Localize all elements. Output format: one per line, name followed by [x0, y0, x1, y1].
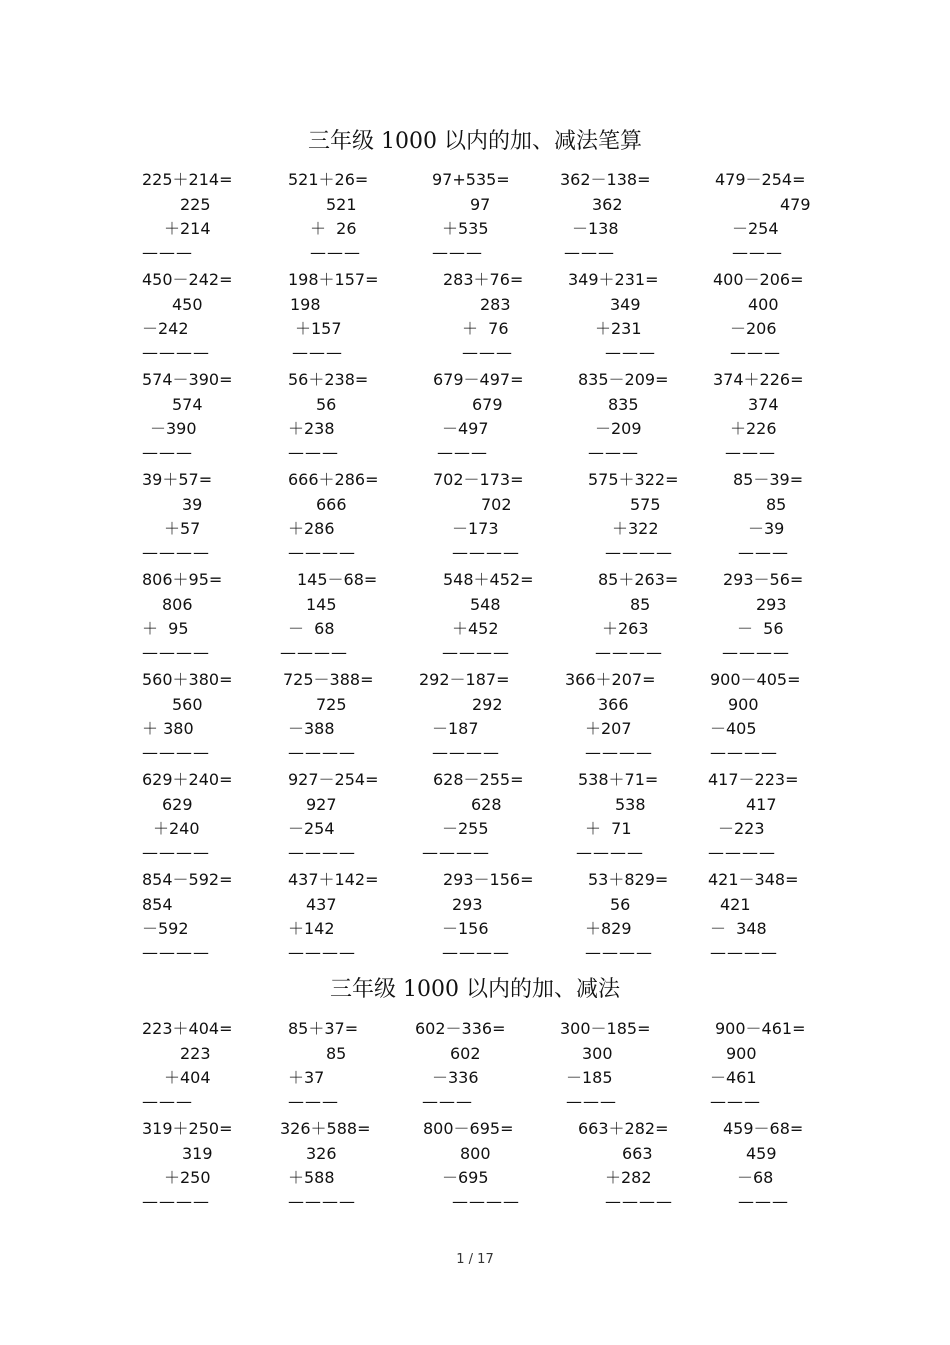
top-operand: 629 [162, 795, 193, 814]
equation-text: 628－255= [433, 770, 524, 789]
equation-text: 198＋157= [288, 270, 379, 289]
problem-cell [276, 868, 412, 968]
problem-cell [684, 568, 820, 668]
bottom-operand: ＋322 [612, 519, 659, 538]
top-operand: 548 [470, 595, 501, 614]
equation-text: 362－138= [560, 170, 651, 189]
answer-line: ———— [432, 743, 500, 762]
answer-line: ——— [432, 243, 483, 262]
equation-text: 702－173= [433, 470, 524, 489]
answer-line: ———— [595, 643, 663, 662]
equation-text: 900－461= [715, 1019, 806, 1038]
bottom-operand: ＋142 [288, 919, 335, 938]
bottom-operand: ＋207 [585, 719, 632, 738]
answer-line: ——— [142, 443, 193, 462]
problem-cell [548, 1117, 684, 1217]
equation-text: 560＋380= [142, 670, 233, 689]
top-operand: 702 [481, 495, 512, 514]
bottom-operand: －254 [288, 819, 335, 838]
problem-cell [684, 168, 820, 268]
equation-text: 538＋71= [578, 770, 659, 789]
top-operand: 283 [480, 295, 511, 314]
bottom-operand: ＋286 [288, 519, 335, 538]
top-operand: 39 [182, 495, 203, 514]
top-operand: 421 [720, 895, 751, 914]
page-number: 1 / 17 [456, 1252, 494, 1267]
equation-text: 835－209= [578, 370, 669, 389]
bottom-operand: ＋250 [164, 1168, 211, 1187]
equation-text: 521＋26= [288, 170, 369, 189]
equation-text: 56＋238= [288, 370, 369, 389]
problem-cell [548, 668, 684, 768]
bottom-operand: －209 [595, 419, 642, 438]
problem-cell [276, 1017, 412, 1117]
bottom-operand: －39 [748, 519, 785, 538]
answer-line: ———— [442, 943, 510, 962]
problem-cell [276, 668, 412, 768]
equation-text: 39＋57= [142, 470, 213, 489]
bottom-operand: －461 [710, 1068, 757, 1087]
problem-row [140, 368, 820, 468]
bottom-operand: － 56 [737, 619, 784, 638]
top-operand: 538 [615, 795, 646, 814]
problem-cell [684, 468, 820, 568]
top-operand: 725 [316, 695, 347, 714]
problem-cell [412, 1017, 548, 1117]
bottom-operand: ＋829 [585, 919, 632, 938]
top-operand: 223 [180, 1044, 211, 1063]
equation-text: 679－497= [433, 370, 524, 389]
problem-cell [276, 168, 412, 268]
top-operand: 319 [182, 1144, 213, 1163]
answer-line: ———— [576, 843, 644, 862]
problem-cell [548, 468, 684, 568]
equation-text: 574－390= [142, 370, 233, 389]
top-operand: 800 [460, 1144, 491, 1163]
answer-line: ——— [142, 1092, 193, 1111]
answer-line: ———— [142, 743, 210, 762]
problem-row [140, 1117, 820, 1217]
top-operand: 400 [748, 295, 779, 314]
problem-cell [548, 868, 684, 968]
answer-line: ———— [142, 343, 210, 362]
problem-row [140, 468, 820, 568]
problem-row [140, 268, 820, 368]
top-operand: 85 [630, 595, 651, 614]
problem-grid-1 [140, 168, 820, 968]
bottom-operand: ＋238 [288, 419, 335, 438]
problem-cell [548, 168, 684, 268]
bottom-operand: ＋37 [288, 1068, 325, 1087]
problem-row [140, 1017, 820, 1117]
answer-line: ———— [142, 1192, 210, 1211]
top-operand: 292 [472, 695, 503, 714]
answer-line: ———— [288, 843, 356, 862]
bottom-operand: ＋452 [452, 619, 499, 638]
page-title: 三年级 1000 以内的加、减法笔算 [308, 129, 642, 154]
equation-text: 854－592= [142, 870, 233, 889]
equation-text: 548＋452= [443, 570, 534, 589]
equation-text: 293－56= [723, 570, 804, 589]
top-operand: 56 [316, 395, 337, 414]
equation-text: 225＋214= [142, 170, 233, 189]
bottom-operand: ＋404 [164, 1068, 211, 1087]
equation-text: 417－223= [708, 770, 799, 789]
problem-cell [140, 1017, 276, 1117]
bottom-operand: ＋57 [164, 519, 201, 538]
bottom-operand: － 348 [710, 919, 767, 938]
bottom-operand: －390 [150, 419, 197, 438]
equation-text: 663＋282= [578, 1119, 669, 1138]
equation-text: 602－336= [415, 1019, 506, 1038]
answer-line: ———— [142, 943, 210, 962]
equation-text: 575＋322= [588, 470, 679, 489]
answer-line: ———— [142, 643, 210, 662]
bottom-operand: －336 [432, 1068, 479, 1087]
problem-cell [684, 868, 820, 968]
top-operand: 560 [172, 695, 203, 714]
problem-cell [140, 1117, 276, 1217]
equation-text: 927－254= [288, 770, 379, 789]
equation-text: 349＋231= [568, 270, 659, 289]
bottom-operand: ＋214 [164, 219, 211, 238]
answer-line: ———— [142, 843, 210, 862]
bottom-operand: －695 [442, 1168, 489, 1187]
answer-line: ——— [288, 1092, 339, 1111]
top-operand: 602 [450, 1044, 481, 1063]
answer-line: ——— [437, 443, 488, 462]
top-operand: 450 [172, 295, 203, 314]
problem-cell [276, 268, 412, 368]
top-operand: 459 [746, 1144, 777, 1163]
equation-text: 300－185= [560, 1019, 651, 1038]
answer-line: ——— [738, 1192, 789, 1211]
top-operand: 806 [162, 595, 193, 614]
bottom-operand: ＋226 [730, 419, 777, 438]
bottom-operand: ＋157 [295, 319, 342, 338]
problem-cell [684, 668, 820, 768]
bottom-operand: －173 [452, 519, 499, 538]
equation-text: 400－206= [713, 270, 804, 289]
top-operand: 437 [306, 895, 337, 914]
answer-line: ———— [142, 543, 210, 562]
top-operand: 927 [306, 795, 337, 814]
top-operand: 293 [756, 595, 787, 614]
answer-line: ——— [142, 243, 193, 262]
bottom-operand: ＋282 [605, 1168, 652, 1187]
bottom-operand: －254 [732, 219, 779, 238]
answer-line: ———— [605, 543, 673, 562]
equation-text: 145－68= [297, 570, 378, 589]
problem-cell [548, 768, 684, 868]
answer-line: ———— [585, 743, 653, 762]
bottom-operand: ＋ 26 [310, 219, 357, 238]
problem-cell [140, 468, 276, 568]
equation-text: 293－156= [443, 870, 534, 889]
answer-line: ———— [288, 1192, 356, 1211]
top-operand: 145 [306, 595, 337, 614]
equation-text: 421－348= [708, 870, 799, 889]
equation-text: 53＋829= [588, 870, 669, 889]
problem-cell [140, 768, 276, 868]
bottom-operand: －223 [718, 819, 765, 838]
top-operand: 679 [472, 395, 503, 414]
answer-line: ——— [564, 243, 615, 262]
top-operand: 900 [726, 1044, 757, 1063]
problem-row [140, 168, 820, 268]
top-operand: 85 [766, 495, 787, 514]
problem-grid-2 [140, 1017, 820, 1217]
equation-text: 450－242= [142, 270, 233, 289]
equation-text: 85＋37= [288, 1019, 359, 1038]
top-operand: 663 [622, 1144, 653, 1163]
answer-line: ——— [738, 543, 789, 562]
answer-line: ——— [566, 1092, 617, 1111]
top-operand: 521 [326, 195, 357, 214]
top-operand: 85 [326, 1044, 347, 1063]
answer-line: ———— [708, 843, 776, 862]
problem-cell [684, 268, 820, 368]
equation-text: 725－388= [283, 670, 374, 689]
answer-line: ———— [722, 643, 790, 662]
equation-text: 800－695= [423, 1119, 514, 1138]
bottom-operand: ＋ 71 [585, 819, 632, 838]
answer-line: ———— [710, 743, 778, 762]
bottom-operand: ＋535 [442, 219, 489, 238]
answer-line: ——— [462, 343, 513, 362]
equation-text: 900－405= [710, 670, 801, 689]
top-operand: 900 [728, 695, 759, 714]
problem-cell [412, 668, 548, 768]
problem-row [140, 768, 820, 868]
equation-text: 97+535= [432, 170, 510, 189]
bottom-operand: － 68 [288, 619, 335, 638]
answer-line: ——— [292, 343, 343, 362]
equation-text: 629＋240= [142, 770, 233, 789]
answer-line: ———— [605, 1192, 673, 1211]
top-operand: 56 [610, 895, 631, 914]
bottom-operand: ＋588 [288, 1168, 335, 1187]
problem-cell [684, 768, 820, 868]
problem-cell [412, 868, 548, 968]
problem-cell [140, 868, 276, 968]
top-operand: 628 [471, 795, 502, 814]
bottom-operand: －187 [432, 719, 479, 738]
problem-cell [684, 1117, 820, 1217]
answer-line: ———— [452, 543, 520, 562]
problem-cell [412, 368, 548, 468]
bottom-operand: －242 [142, 319, 189, 338]
answer-line: ——— [725, 443, 776, 462]
problem-cell [412, 568, 548, 668]
bottom-operand: －388 [288, 719, 335, 738]
equation-text: 85－39= [733, 470, 804, 489]
equation-text: 319＋250= [142, 1119, 233, 1138]
problem-cell [140, 268, 276, 368]
answer-line: ———— [585, 943, 653, 962]
problem-cell [412, 268, 548, 368]
problem-cell [412, 468, 548, 568]
bottom-operand: ＋240 [153, 819, 200, 838]
problem-cell [548, 368, 684, 468]
equation-text: 479－254= [715, 170, 806, 189]
problem-cell [276, 1117, 412, 1217]
problem-cell [140, 668, 276, 768]
answer-line: ———— [288, 743, 356, 762]
top-operand: 835 [608, 395, 639, 414]
bottom-operand: －156 [442, 919, 489, 938]
top-operand: 198 [290, 295, 321, 314]
top-operand: 293 [452, 895, 483, 914]
answer-line: ——— [288, 443, 339, 462]
problem-cell [276, 468, 412, 568]
equation-text: 283＋76= [443, 270, 524, 289]
top-operand: 97 [470, 195, 491, 214]
equation-text: 459－68= [723, 1119, 804, 1138]
problem-cell [412, 1117, 548, 1217]
bottom-operand: ＋231 [595, 319, 642, 338]
top-operand: 666 [316, 495, 347, 514]
top-operand: 362 [592, 195, 623, 214]
problem-row [140, 668, 820, 768]
problem-cell [140, 568, 276, 668]
top-operand: 366 [598, 695, 629, 714]
answer-line: ——— [730, 343, 781, 362]
answer-line: ———— [288, 543, 356, 562]
equation-text: 85＋263= [598, 570, 679, 589]
top-operand: 417 [746, 795, 777, 814]
answer-line: ——— [605, 343, 656, 362]
bottom-operand: －68 [737, 1168, 774, 1187]
equation-text: 437＋142= [288, 870, 379, 889]
answer-line: ——— [710, 1092, 761, 1111]
answer-line: ———— [442, 643, 510, 662]
bottom-operand: －497 [442, 419, 489, 438]
top-operand: 574 [172, 395, 203, 414]
answer-line: ———— [710, 943, 778, 962]
top-operand: 349 [610, 295, 641, 314]
problem-cell [276, 568, 412, 668]
equation-text: 292－187= [419, 670, 510, 689]
top-operand: 225 [180, 195, 211, 214]
problem-cell [684, 1017, 820, 1117]
answer-line: ———— [452, 1192, 520, 1211]
problem-cell [276, 368, 412, 468]
problem-cell [548, 268, 684, 368]
problem-cell [548, 568, 684, 668]
bottom-operand: －592 [142, 919, 189, 938]
bottom-operand: －405 [710, 719, 757, 738]
top-operand: 326 [306, 1144, 337, 1163]
bottom-operand: ＋ 76 [462, 319, 509, 338]
top-operand: 854 [142, 895, 173, 914]
problem-cell [276, 768, 412, 868]
answer-line: ———— [288, 943, 356, 962]
answer-line: ———— [422, 843, 490, 862]
equation-text: 666＋286= [288, 470, 379, 489]
problem-row [140, 868, 820, 968]
section-title: 三年级 1000 以内的加、减法 [330, 977, 620, 1002]
problem-cell [548, 1017, 684, 1117]
bottom-operand: －185 [566, 1068, 613, 1087]
problem-cell [412, 768, 548, 868]
problem-row [140, 568, 820, 668]
problem-cell [140, 368, 276, 468]
bottom-operand: ＋263 [602, 619, 649, 638]
equation-text: 374＋226= [713, 370, 804, 389]
bottom-operand: －255 [442, 819, 489, 838]
equation-text: 223＋404= [142, 1019, 233, 1038]
top-operand: 479 [780, 195, 811, 214]
problem-cell [684, 368, 820, 468]
problem-cell [140, 168, 276, 268]
bottom-operand: －206 [730, 319, 777, 338]
problem-cell [412, 168, 548, 268]
answer-line: ——— [732, 243, 783, 262]
bottom-operand: ＋ 380 [142, 719, 194, 738]
answer-line: ———— [280, 643, 348, 662]
equation-text: 366＋207= [565, 670, 656, 689]
answer-line: ——— [422, 1092, 473, 1111]
equation-text: 326＋588= [280, 1119, 371, 1138]
top-operand: 374 [748, 395, 779, 414]
answer-line: ——— [588, 443, 639, 462]
equation-text: 806＋95= [142, 570, 223, 589]
answer-line: ——— [310, 243, 361, 262]
bottom-operand: －138 [572, 219, 619, 238]
top-operand: 575 [630, 495, 661, 514]
top-operand: 300 [582, 1044, 613, 1063]
bottom-operand: ＋ 95 [142, 619, 189, 638]
